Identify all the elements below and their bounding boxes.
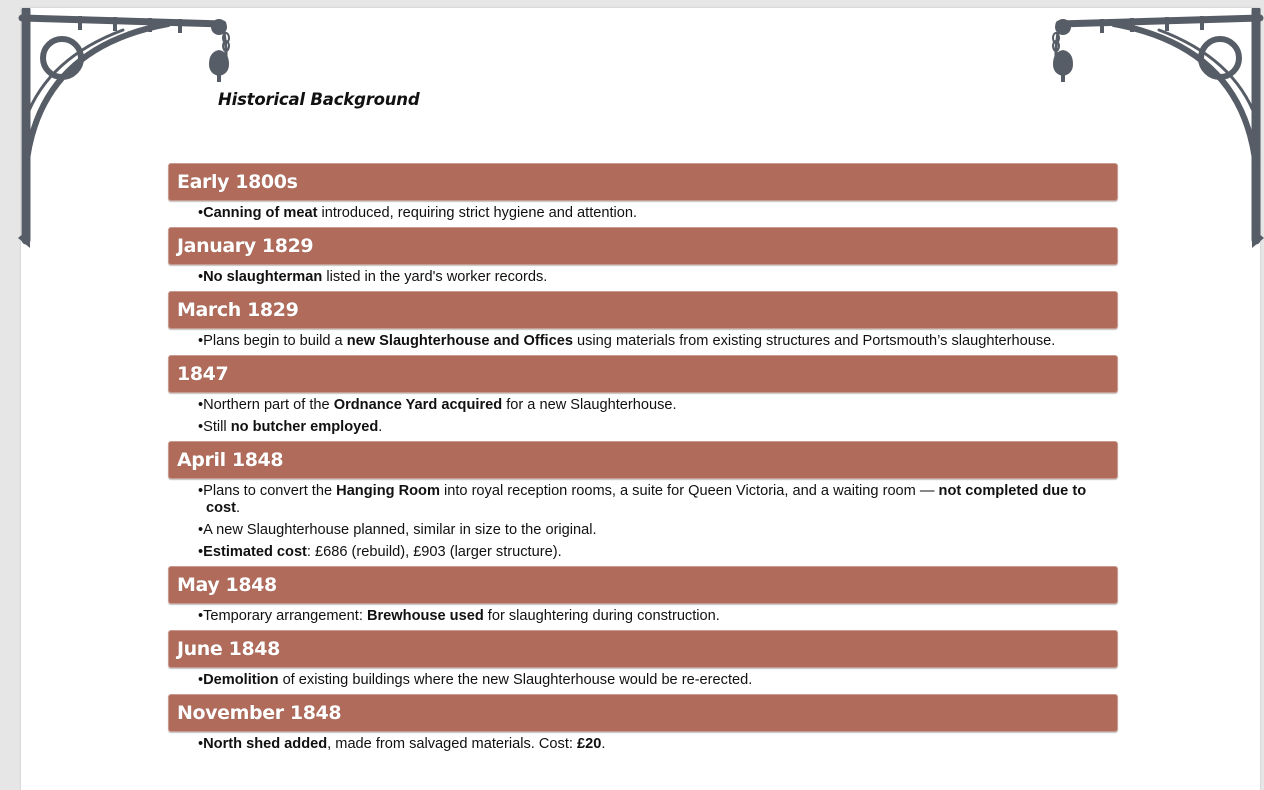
bullet-list (168, 265, 1118, 291)
text-run: of existing buildings where the new Slaughterhouse would be re-erected. (278, 672, 753, 688)
date-header-bar (168, 227, 1118, 265)
text-run: introduced, requiring strict hygiene and attention. (317, 205, 638, 221)
bullet-list (168, 393, 1118, 441)
date-header-bar (168, 163, 1118, 201)
timeline-entry (168, 566, 1118, 630)
timeline-entry (168, 630, 1118, 694)
text-run: , made from salvaged materials. Cost: (327, 736, 577, 752)
timeline-entry (168, 355, 1118, 441)
text-run: . (378, 419, 383, 435)
bullet-item (198, 205, 1118, 222)
date-label: January 1829 (177, 235, 314, 257)
bullet-list (168, 732, 1118, 758)
bold-text: Estimated cost (203, 544, 307, 560)
date-header-bar (168, 566, 1118, 604)
timeline-entry (168, 694, 1118, 758)
bold-text: £20 (576, 736, 602, 752)
text-run: listed in the yard's worker records. (322, 269, 548, 285)
bold-text: new Slaughterhouse and Offices (346, 333, 573, 349)
date-label: 1847 (177, 363, 229, 385)
text-run: . (601, 736, 606, 752)
page-title: Historical Background (218, 90, 420, 109)
text-run: . (236, 500, 241, 516)
bullet-list (168, 201, 1118, 227)
text-run: : £686 (rebuild), £903 (larger structure). (306, 544, 562, 560)
date-header-bar (168, 630, 1118, 668)
text-run: for slaughtering during construction. (483, 608, 720, 624)
bullet-item (198, 419, 1118, 436)
bullet-item (198, 333, 1118, 350)
bullet-item (198, 269, 1118, 286)
bold-text: Demolition (203, 672, 279, 688)
timeline-entry (168, 227, 1118, 291)
timeline-entry (168, 291, 1118, 355)
date-header-bar (168, 355, 1118, 393)
bold-text: Ordnance Yard acquired (333, 397, 503, 413)
bullet-item (198, 736, 1118, 753)
text-run: for a new Slaughterhouse. (502, 397, 677, 413)
bold-text: Hanging Room (336, 483, 440, 499)
bullet-list (168, 479, 1118, 566)
text-run: into royal reception rooms, a suite for Queen Victoria, and a waiting room — (439, 483, 939, 499)
date-label: April 1848 (177, 449, 284, 471)
bullet-item (198, 608, 1118, 625)
bold-text: Brewhouse used (366, 608, 484, 624)
bold-text: Canning of meat (203, 205, 318, 221)
bullet-list (168, 329, 1118, 355)
date-header-bar (168, 441, 1118, 479)
text-run: Plans to convert the (203, 483, 337, 499)
bullet-list (168, 668, 1118, 694)
timeline (168, 163, 1118, 758)
date-header-bar (168, 291, 1118, 329)
date-label: May 1848 (177, 574, 277, 596)
date-label: June 1848 (177, 638, 280, 660)
text-run: Northern part of the (203, 397, 334, 413)
timeline-entry (168, 441, 1118, 566)
bullet-list (168, 604, 1118, 630)
bullet-item (198, 672, 1118, 689)
text-run: Plans begin to build a (203, 333, 347, 349)
timeline-entry (168, 163, 1118, 227)
date-label: Early 1800s (177, 171, 298, 193)
text-run: using materials from existing structures and Portsmouth’s slaughterhouse. (572, 333, 1056, 349)
bullet-item (198, 397, 1118, 414)
text-run: Temporary arrangement: (203, 608, 367, 624)
bold-text: North shed added (203, 736, 328, 752)
bold-text: not completed due to cost (206, 483, 1087, 516)
bullet-item (198, 544, 1118, 561)
bold-text: No slaughterman (203, 269, 323, 285)
text-run: Still (203, 419, 231, 435)
date-label: March 1829 (177, 299, 299, 321)
date-label: November 1848 (177, 702, 342, 724)
date-header-bar (168, 694, 1118, 732)
text-run: A new Slaughterhouse planned, similar in size to the original. (203, 522, 597, 538)
bullet-item (198, 522, 1118, 539)
bullet-item (198, 483, 1118, 517)
bold-text: no butcher employed (230, 419, 379, 435)
